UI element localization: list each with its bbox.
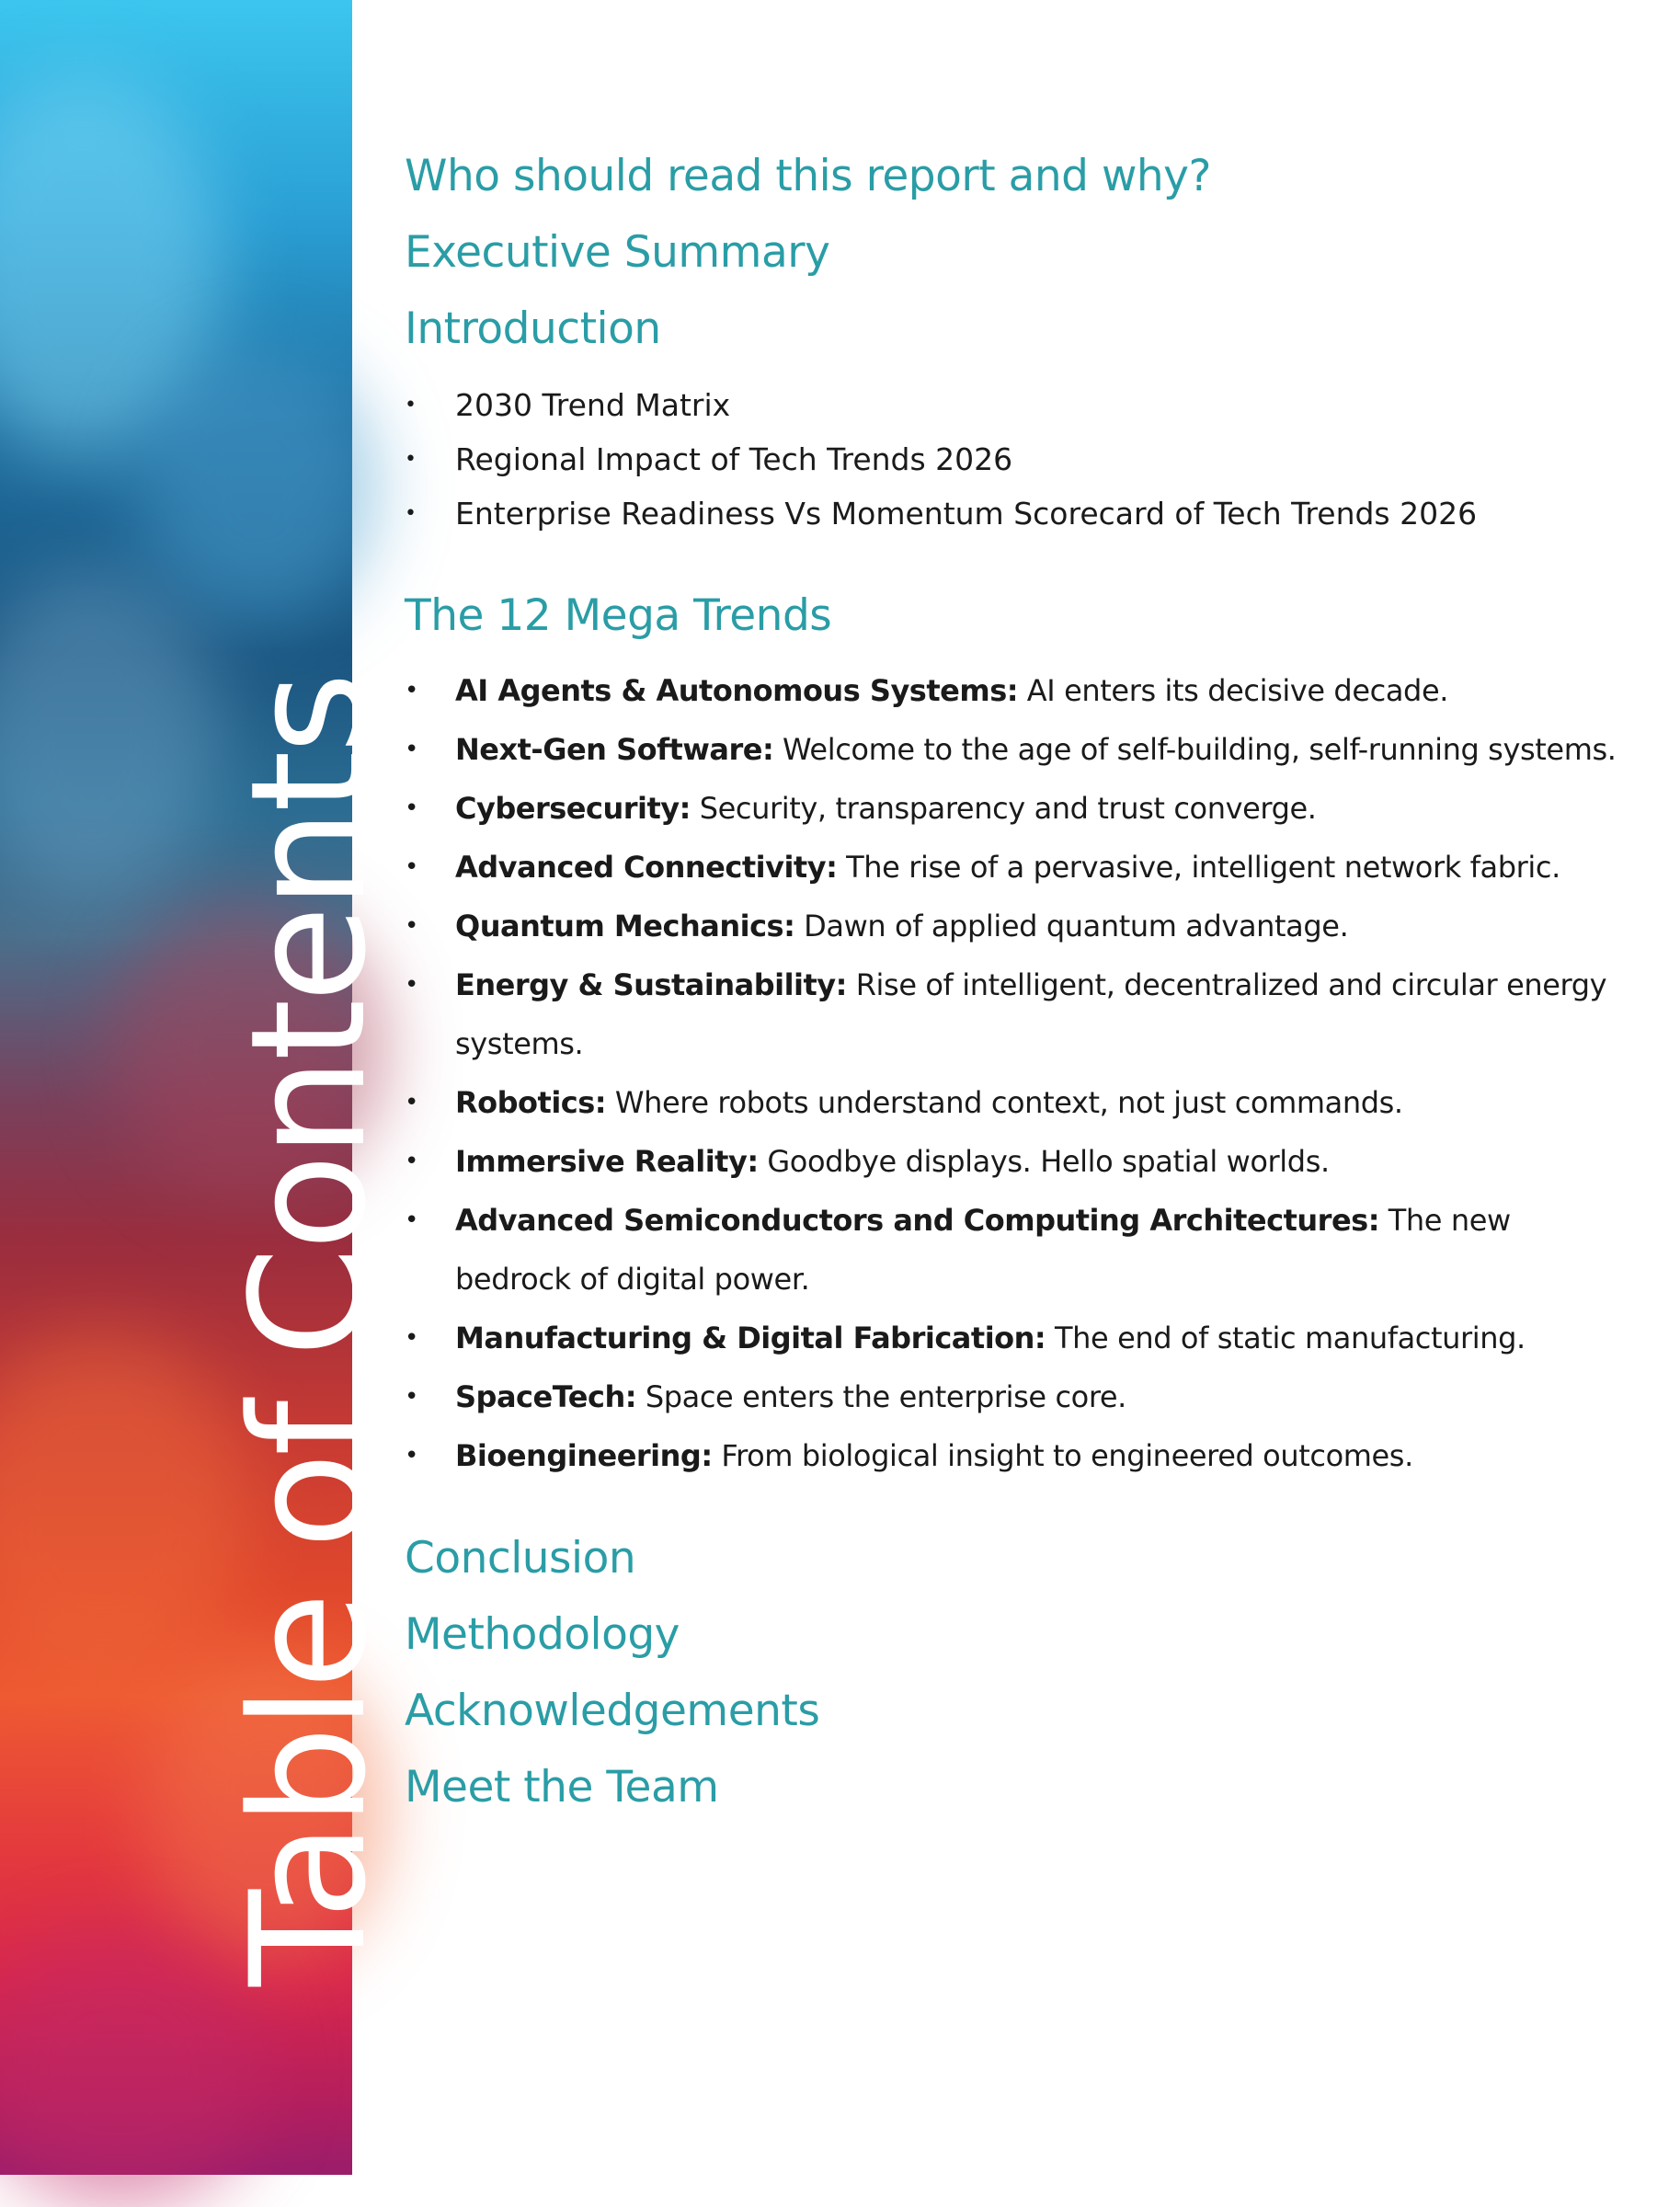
toc-link-acknowledgements[interactable]: Acknowledgements [405, 1686, 820, 1736]
trend-name: Next-Gen Software: [455, 732, 774, 767]
trend-name: SpaceTech: [455, 1379, 637, 1414]
trend-item[interactable] [405, 838, 1628, 897]
trend-item[interactable] [405, 779, 1628, 838]
trend-name: Immersive Reality: [455, 1144, 759, 1179]
toc-link-conclusion[interactable]: Conclusion [405, 1533, 636, 1584]
trend-item[interactable] [405, 1073, 1628, 1132]
trend-item[interactable] [405, 1309, 1628, 1367]
trend-item[interactable] [405, 661, 1628, 720]
trend-description: Welcome to the age of self-building, self-running systems. [773, 732, 1617, 767]
table-of-contents-title: Table of Contents [216, 675, 401, 1986]
introduction-subsections [405, 378, 1628, 541]
trend-name: Quantum Mechanics: [455, 909, 795, 943]
trend-item[interactable] [405, 720, 1628, 779]
trend-name: Advanced Connectivity: [455, 850, 838, 885]
smoke-decoration [0, 570, 221, 901]
trend-description: The new bedrock of digital power. [455, 1203, 1511, 1297]
toc-link-regional-impact[interactable]: • Regional Impact of Tech Trends 2026 [405, 432, 1628, 486]
trend-name: Advanced Semiconductors and Computing Architectures: [455, 1203, 1379, 1238]
toc-link-readiness-scorecard[interactable]: • Enterprise Readiness Vs Momentum Scorecard of Tech Trends 2026 [405, 486, 1628, 541]
smoke-decoration [138, 349, 377, 625]
trend-description: Where robots understand context, not just commands. [606, 1085, 1403, 1120]
trend-name: Bioengineering: [455, 1438, 713, 1473]
trend-description: Space enters the enterprise core. [636, 1379, 1126, 1414]
mega-trends-list [405, 661, 1628, 1485]
toc-link-executive-summary[interactable]: Executive Summary [405, 227, 830, 278]
trend-name: Robotics: [455, 1085, 607, 1120]
trend-description: Goodbye displays. Hello spatial worlds. [758, 1144, 1330, 1179]
toc-link-meet-the-team[interactable]: Meet the Team [405, 1762, 719, 1812]
trend-item[interactable] [405, 1191, 1628, 1309]
trend-description: Security, transparency and trust converge. [690, 791, 1317, 826]
trend-name: AI Agents & Autonomous Systems: [455, 673, 1019, 708]
trend-name: Energy & Sustainability: [455, 967, 847, 1002]
trend-description: Dawn of applied quantum advantage. [794, 909, 1349, 943]
toc-content [405, 138, 1628, 1825]
toc-link-who-should-read[interactable]: Who should read this report and why? [405, 151, 1211, 201]
trend-item[interactable] [405, 897, 1628, 955]
trend-item[interactable] [405, 1132, 1628, 1191]
trend-description: The end of static manufacturing. [1046, 1321, 1526, 1355]
toc-link-mega-trends[interactable]: The 12 Mega Trends [405, 590, 832, 641]
trend-description: AI enters its decisive decade. [1018, 673, 1449, 708]
side-banner [0, 0, 401, 2175]
toc-link-introduction[interactable]: Introduction [405, 303, 661, 354]
trend-description: The rise of a pervasive, intelligent network fabric. [837, 850, 1560, 885]
trend-item[interactable] [405, 1367, 1628, 1426]
trend-item[interactable] [405, 1426, 1628, 1485]
trend-name: Manufacturing & Digital Fabrication: [455, 1321, 1046, 1355]
toc-link-trend-matrix[interactable]: • 2030 Trend Matrix [405, 378, 1628, 432]
toc-link-methodology[interactable]: Methodology [405, 1609, 680, 1660]
smoke-decoration [0, 1333, 248, 1683]
trend-description: From biological insight to engineered outcomes. [712, 1438, 1413, 1473]
trend-name: Cybersecurity: [455, 791, 691, 826]
trend-description: Rise of intelligent, decentralized and circular energy systems. [455, 967, 1607, 1061]
trend-item[interactable] [405, 955, 1628, 1073]
